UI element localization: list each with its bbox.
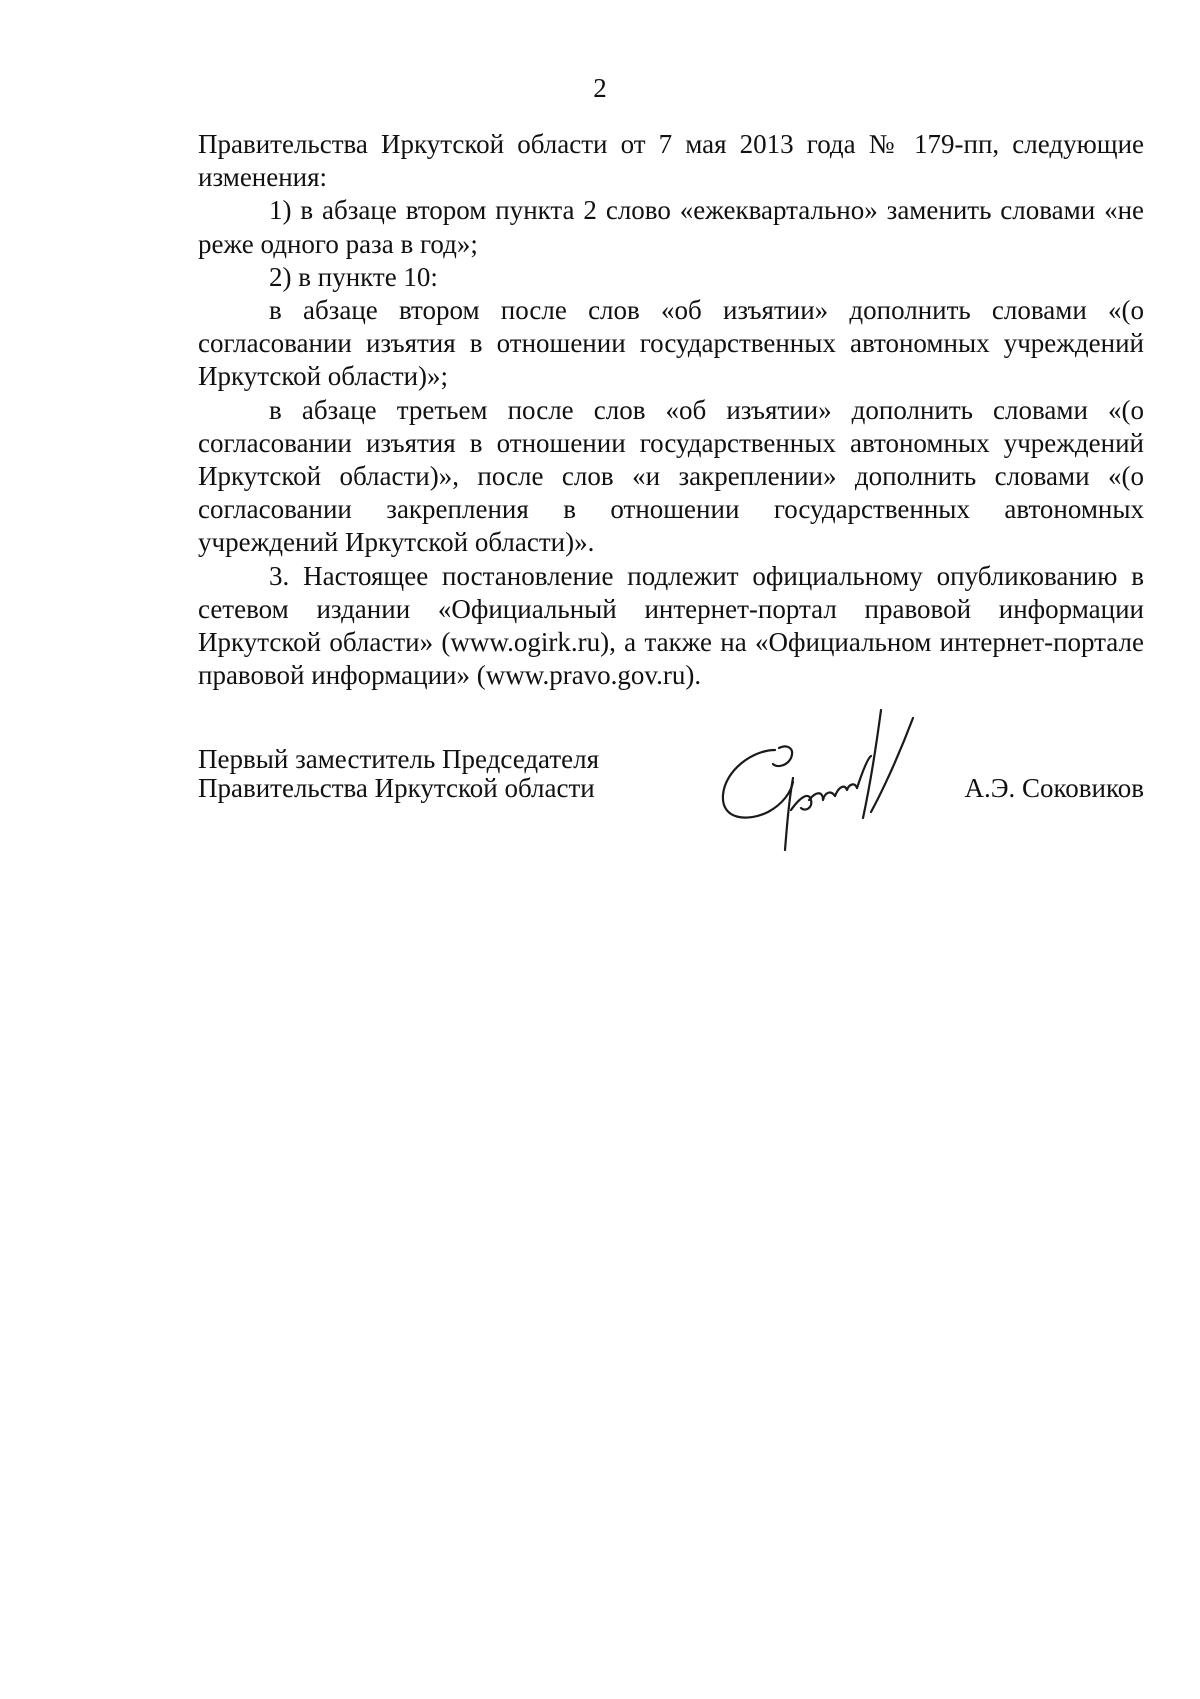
paragraph-item-2: 2) в пункте 10: [269, 261, 438, 292]
signatory-position-line-1: Первый заместитель Председателя [198, 744, 600, 774]
signature-block [198, 745, 1144, 855]
signatory-position [198, 745, 599, 803]
document-body [198, 128, 1144, 692]
paragraph-item-2-abzac-2: в абзаце втором после слов «об изъятии» дополнить словами «(о согласовании изъятия в отношении государственных автономных учреждений Иркутской области)»; [198, 295, 1144, 392]
paragraph-item-2-abzac-3: в абзаце третьем после слов «об изъятии» дополнить словами «(о согласовании изъятия в отношении государственных автономных учреждений Иркутской области)», после слов «и закреплении» дополнить словами «(о согласовании закрепления в отношении государственных автономных учреждений Иркутской области)». [198, 394, 1144, 558]
signatory-position-line-2: Правительства Иркутской области [198, 773, 595, 803]
paragraph-intro: Правительства Иркутской области от 7 мая 2013 года № 179-пп, следующие изменения: [198, 129, 1144, 193]
handwritten-signature [713, 700, 933, 855]
paragraph-publication: 3. Настоящее постановление подлежит официальному опубликованию в сетевом издании «Официальный интернет-портал правовой информации Иркутской области» (www.ogirk.ru), а также на «Официальном интернет-портале правовой информации» (www.pravo.gov.ru). [198, 560, 1144, 691]
paragraph-item-1: 1) в абзаце втором пункта 2 слово «ежеквартально» заменить словами «не реже одного раза в год»; [198, 195, 1144, 259]
page-number: 2 [593, 73, 607, 103]
signatory-name: А.Э. Соковиков [964, 773, 1144, 803]
